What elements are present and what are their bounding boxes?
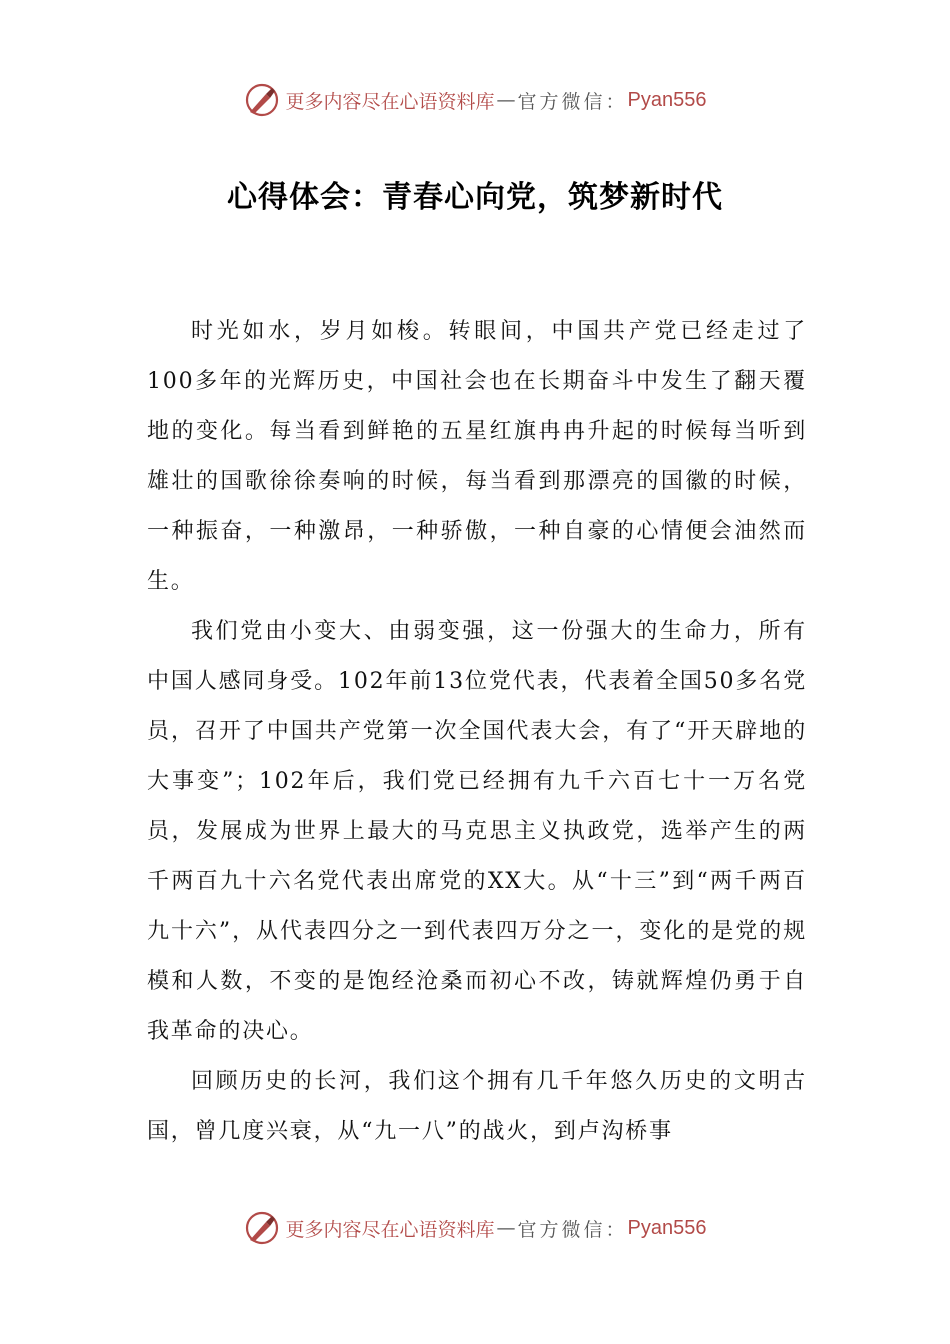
banner-wechat-id: Pyan556 xyxy=(627,88,707,111)
banner-site-text: 更多内容尽在心语资料库 xyxy=(285,90,495,113)
banner-wechat-label: 官方微信： xyxy=(517,1218,628,1241)
footer-banner xyxy=(0,1208,950,1248)
paragraph-2: 我们党由小变大、由弱变强，这一份强大的生命力，所有中国人感同身受。102年前13位党代表，代表着全国50多名党员，召开了中国共产党第一次全国代表大会，有了“开天辟地的大事变”；102年后，我们党已经拥有九千六百七十一万名党员，发展成为世界上最大的马克思主义执政党，选举产生的两千两百九十六名党代表出席党的XX大。从“十三”到“两千两百九十六”，从代表四分之一到代表四万分之一，变化的是党的规模和人数，不变的是饱经沧桑而初心不改，铸就辉煌仍勇于自我革命的决心。 xyxy=(147,619,807,1044)
banner-separator: — xyxy=(496,1217,516,1239)
document-body xyxy=(147,307,807,1157)
pen-nib-logo-icon xyxy=(244,82,280,118)
header-banner xyxy=(0,80,950,120)
banner-site-text: 更多内容尽在心语资料库 xyxy=(285,1218,495,1241)
banner-separator: — xyxy=(496,89,516,111)
banner-wechat-label: 官方微信： xyxy=(517,90,628,113)
paragraph-3: 回顾历史的长河，我们这个拥有几千年悠久历史的文明古国，曾几度兴衰，从“九一八”的战火，到卢沟桥事 xyxy=(147,1069,807,1144)
banner-wechat-id: Pyan556 xyxy=(627,1216,707,1239)
pen-nib-logo-icon xyxy=(244,1210,280,1246)
paragraph-1: 时光如水，岁月如梭。转眼间，中国共产党已经走过了100多年的光辉历史，中国社会也在长期奋斗中发生了翻天覆地的变化。每当看到鲜艳的五星红旗冉冉升起的时候每当听到雄壮的国歌徐徐奏响的时候，每当看到那漂亮的国徽的时候，一种振奋，一种激昂，一种骄傲，一种自豪的心情便会油然而生。 xyxy=(147,319,807,594)
document-title: 心得体会：青春心向党，筑梦新时代 xyxy=(227,180,723,215)
